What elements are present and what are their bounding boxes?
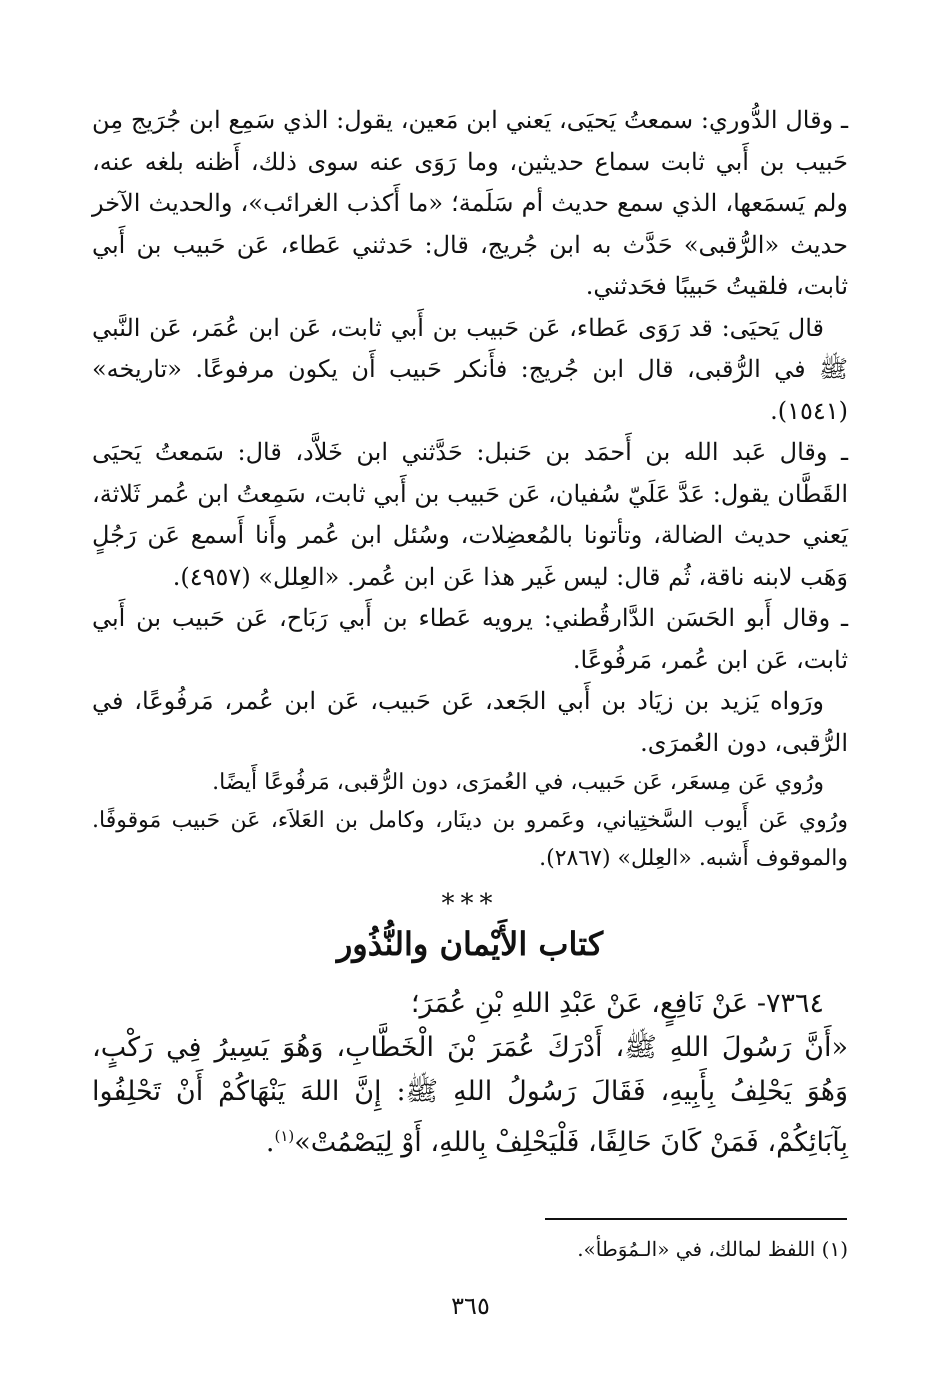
footnote: (١) اللفظ لمالك، في «الـمُوَطأ».	[577, 1237, 848, 1261]
section-separator: ***	[441, 889, 499, 919]
paragraph-daraqutni: ـ وقال أَبو الحَسَن الدَّارقُطني: يرويه عَطاء بن أَبي رَبَاح، عَن حَبيب بن أَبي ثابت، عَن ابن عُمر، مَرفُوعًا.	[92, 604, 848, 674]
paragraph-ayyub: ورُوي عَن أَيوب السَّختِياني، وعَمرو بن دينَار، وكامل بن العَلاَء، عَن حَبيب مَوقوفًا. والموقوف أَشبه. «العِلل» (٢٨٦٧).	[92, 808, 848, 871]
page-number: ٣٦٥	[451, 1292, 490, 1320]
paragraph-duri: ـ وقال الدُّوري: سمعتُ يَحيَى، يَعني ابن مَعين، يقول: الذي سَمِع ابن جُرَيج مِن حَبيب بن أَبي ثابت سماع حديثين، وما رَوَى عنه سوى ذلك، أَظنه بلغه عنه، ولم يَسمَعها، الذي سمع حديث أم سَلَمة؛ «ما أَكذب الغرائب»، والحديث الآخر حديث «الرُّقبى» حَدَّث به ابن جُريج، قال: حَدثني عَطاء، عَن حَبيب بن أَبي ثابت، فلقيتُ حَبيبًا فحَدثني.	[92, 106, 849, 300]
footnote-divider	[545, 1218, 847, 1220]
paragraph-yazid: ورَواه يَزيد بن زيَاد بن أَبي الجَعد، عَن حَبيب، عَن ابن عُمر، مَرفُوعًا، في الرُّقبى، دون العُمرَى.	[92, 687, 848, 757]
paragraph-misar: ورُوي عَن مِسعَر، عَن حَبيب، في العُمرَى، دون الرُّقبى، مَرفُوعًا أَيضًا.	[212, 770, 824, 795]
hadith-text	[92, 1026, 848, 1165]
main-text	[92, 100, 848, 1165]
hadith-end: .	[265, 1127, 275, 1158]
footnote-ref: (١)	[274, 1127, 295, 1145]
hadith-body: «أَنَّ رَسُولَ اللهِ ﷺ، أَدْرَكَ عُمَرَ بْنَ الْخَطَّابِ، وَهُوَ يَسِيرُ فِي رَكْبٍ، وَهُوَ يَحْلِفُ بِأَبِيهِ، فَقَالَ رَسُولُ اللهِ ﷺ: إِنَّ اللهَ يَنْهَاكُمْ أَنْ تَحْلِفُوا بِآبَائِكُمْ، فَمَنْ كَانَ حَالِفًا، فَلْيَحْلِفْ بِاللهِ، أَوْ لِيَصْمُتْ»	[92, 1032, 848, 1158]
chapter-title: كتاب الأَيْمان والنُّذُور	[336, 925, 604, 963]
paragraph-abdullah: ـ وقال عَبد الله بن أَحمَد بن حَنبل: حَدَّثني ابن خَلاَّد، قال: سَمعتُ يَحيَى القَطَّان يقول: عَدَّ عَلَيّ سُفيان، عَن حَبيب بن أَبي ثابت، سَمِعتُ ابن عُمر ثَلاثة، يَعني حديث الضالة، وتأتونا بالمُعضِلات، وسُئل ابن عُمر وأَنا أَسمع عَن رَجُلٍ وَهَب لابنه ناقة، ثُم قال: ليس غَير هذا عَن ابن عُمر. «العِلل» (٤٩٥٧).	[92, 438, 849, 591]
hadith-heading: ٧٣٦٤- عَنْ نَافِعٍ، عَنْ عَبْدِ اللهِ بْنِ عُمَرَ؛	[410, 988, 824, 1019]
paragraph-yahya: قال يَحيَى: قد رَوَى عَطاء، عَن حَبيب بن أَبي ثابت، عَن ابن عُمَر، عَن النَّبي ﷺ في الرُّقبى، قال ابن جُريج: فأَنكر حَبيب أَن يكون مرفوعًا. «تاريخه» (١٥٤١).	[92, 313, 848, 425]
